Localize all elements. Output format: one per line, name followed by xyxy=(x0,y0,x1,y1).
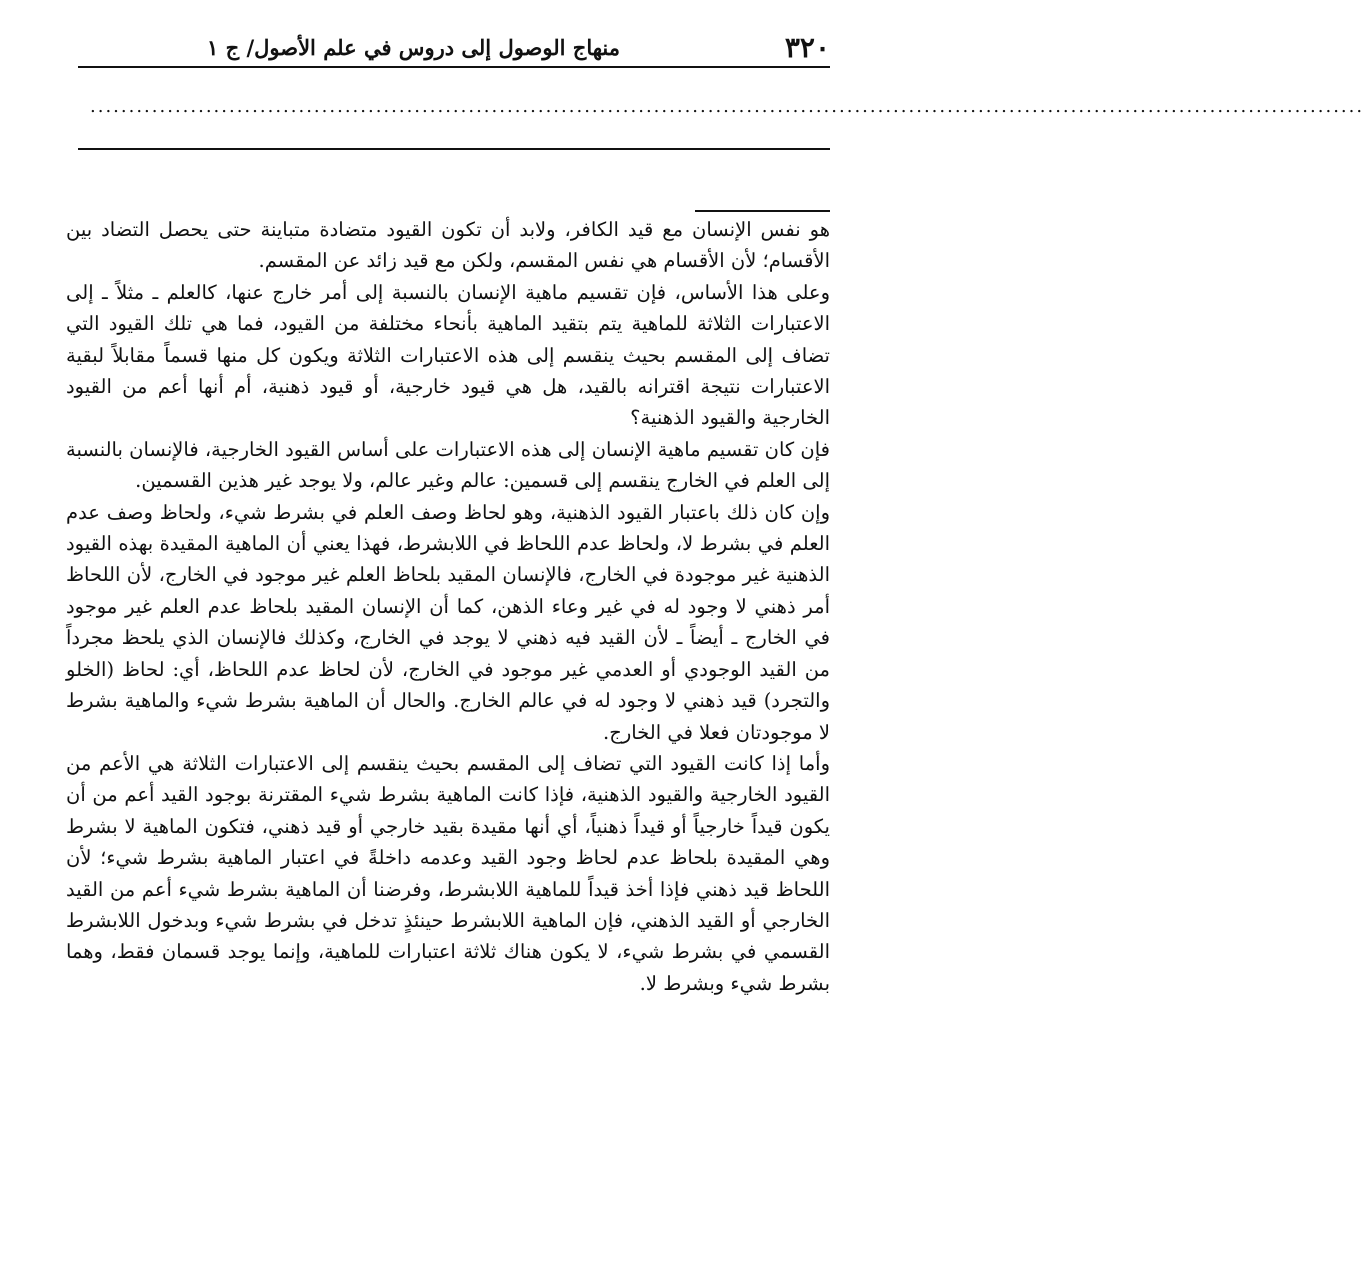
paragraph: هو نفس الإنسان مع قيد الكافر، ولابد أن تكون القيود متضادة متباينة حتى يحصل التضاد بين الأقسام؛ لأن الأقسام هي نفس المقسم، ولكن مع قيد زائد عن المقسم. xyxy=(66,218,830,273)
body-text xyxy=(66,214,830,999)
paragraph: وعلى هذا الأساس، فإن تقسيم ماهية الإنسان بالنسبة إلى أمر خارج عنها، كالعلم ـ مثلاً ـ إلى الاعتبارات الثلاثة للماهية يتم بتقيد الماهية بأنحاء مختلفة من القيود، فما هي تلك القيود التي تضاف إلى المقسم بحيث ينقسم إلى هذه الاعتبارات الثلاثة ويكون كل منها قسماً مقابلاً لبقية الاعتبارات نتيجة اقترانه بالقيد، هل هي قيود خارجية، أو قيود ذهنية، أم أنها أعم من القيود الخارجية والقيود الذهنية؟ xyxy=(66,280,830,430)
separator-rule xyxy=(78,148,830,150)
dotted-separator: ..................................................................................................................................................................... xyxy=(90,96,1364,117)
running-title: منهاج الوصول إلى دروس في علم الأصول/ ج ١ xyxy=(207,35,620,60)
footnote-rule xyxy=(695,210,830,212)
header-rule xyxy=(78,66,830,68)
page-header xyxy=(78,28,830,68)
paragraph: فإن كان تقسيم ماهية الإنسان إلى هذه الاعتبارات على أساس القيود الخارجية، فالإنسان بالنسبة إلى العلم في الخارج ينقسم إلى قسمين: عالم وغير عالم، ولا يوجد غير هذين القسمين. xyxy=(66,437,830,493)
paragraph: وأما إذا كانت القيود التي تضاف إلى المقسم بحيث ينقسم إلى الاعتبارات الثلاثة هي الأعم من القيود الخارجية والقيود الذهنية، فإذا كانت الماهية بشرط شيء المقترنة بوجود القيد أعم من أن يكون قيداً خارجياً أو قيداً ذهنياً، أي أنها مقيدة بقيد خارجي أو قيد ذهني، فتكون الماهية لا بشرط وهي المقيدة بلحاظ عدم لحاظ وجود القيد وعدمه داخلةً في اعتبار الماهية بشرط شيء؛ لأن اللحاظ قيد ذهني فإذا أخذ قيداً للماهية اللابشرط، وفرضنا أن الماهية بشرط شيء أعم من القيد الخارجي أو القيد الذهني، فإن الماهية اللابشرط حينئذٍ تدخل في بشرط شيء وبدخول اللابشرط القسمي في بشرط شيء، لا يكون هناك ثلاثة اعتبارات للماهية، وإنما يوجد قسمان فقط، وهما بشرط شيء وبشرط لا. xyxy=(66,751,830,995)
page-number: ٣٢٠ xyxy=(784,31,830,64)
paragraph: وإن كان ذلك باعتبار القيود الذهنية، وهو لحاظ وصف العلم في بشرط شيء، ولحاظ وصف عدم العلم في بشرط لا، ولحاظ عدم اللحاظ في اللابشرط، فهذا يعني أن الماهية المقيدة بهذه القيود الذهنية غير موجودة في الخارج، فالإنسان المقيد بلحاظ العلم غير موجود في الخارج، لأن اللحاظ أمر ذهني لا وجود له في غير وعاء الذهن، كما أن الإنسان المقيد بلحاظ عدم العلم غير موجود في الخارج ـ أيضاً ـ لأن القيد فيه ذهني لا يوجد في الخارج، وكذلك فالإنسان الذي يلحظ مجرداً من القيد الوجودي أو العدمي غير موجود في الخارج، لأن لحاظ عدم اللحاظ، أي: لحاظ (الخلو والتجرد) قيد ذهني لا وجود له في عالم الخارج. والحال أن الماهية بشرط شيء والماهية بشرط لا موجودتان فعلا في الخارج. xyxy=(66,500,830,744)
